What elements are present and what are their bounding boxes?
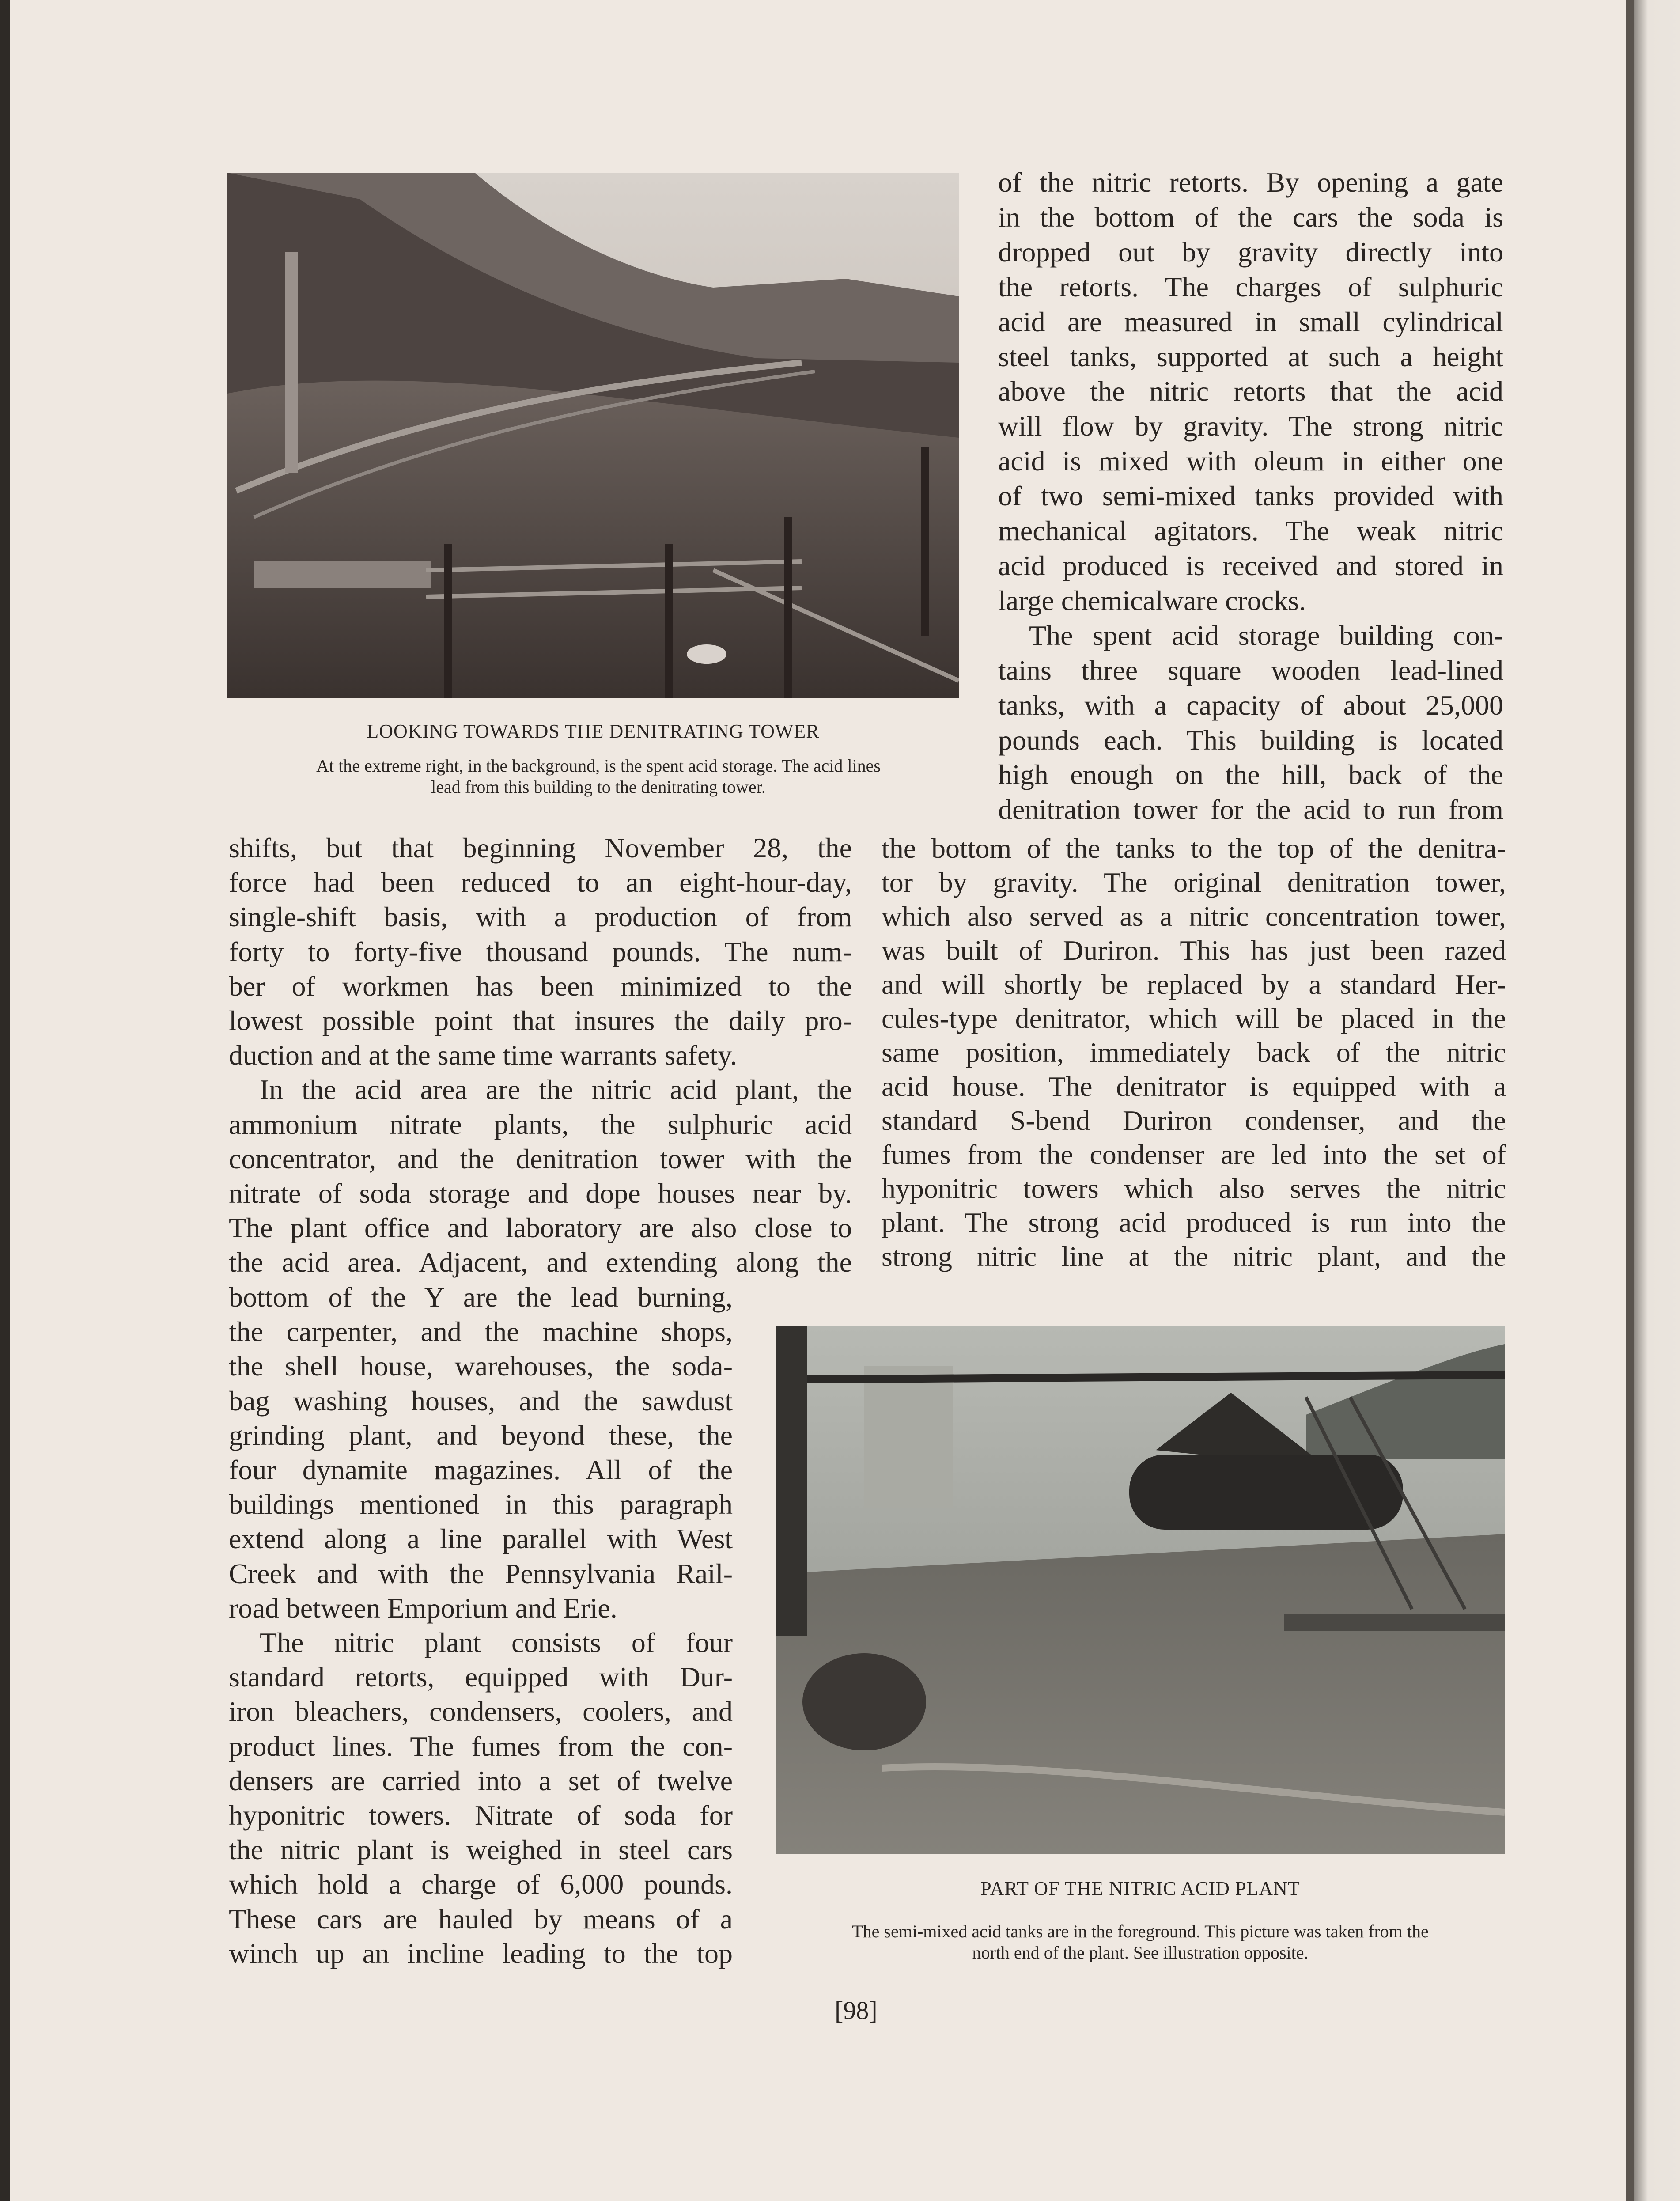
text-line: shifts, but that beginning November 28, the: [229, 832, 852, 864]
text-line: lowest possible point that insures the daily pro-: [229, 1005, 852, 1037]
text-line: the carpenter, and the machine shops,: [229, 1316, 733, 1348]
caption-line: lead from this building to the denitrating tower.: [431, 777, 766, 797]
text-line: nitrate of soda storage and dope houses near by.: [229, 1178, 852, 1209]
text-line: of the nitric retorts. By opening a gate: [998, 167, 1503, 198]
text-line: single-shift basis, with a production of from: [229, 901, 852, 933]
text-line: standard S-bend Duriron condenser, and the: [882, 1105, 1506, 1136]
text-line: force had been reduced to an eight-hour-day,: [229, 867, 852, 898]
text-line: standard retorts, equipped with Dur-: [229, 1661, 733, 1693]
left-column-text-top: [229, 831, 852, 1280]
text-line: strong nitric line at the nitric plant, and the: [882, 1241, 1506, 1272]
text-line: product lines. The fumes from the con-: [229, 1730, 733, 1762]
text-line: fumes from the condenser are led into the set of: [882, 1139, 1506, 1170]
text-line: hyponitric towers. Nitrate of soda for: [229, 1799, 733, 1831]
text-line: which also served as a nitric concentration tower,: [882, 901, 1506, 932]
text-line: duction and at the same time warrants safety.: [229, 1039, 737, 1071]
text-line: denitration tower for the acid to run from: [998, 794, 1503, 826]
text-line: forty to forty-five thousand pounds. The num-: [229, 936, 852, 967]
text-line: was built of Duriron. This has just been razed: [882, 935, 1506, 966]
text-line: ammonium nitrate plants, the sulphuric acid: [229, 1108, 852, 1140]
text-line: acid produced is received and stored in: [998, 549, 1503, 581]
text-line: large chemicalware crocks.: [998, 584, 1306, 616]
text-line: iron bleachers, condensers, coolers, and: [229, 1696, 733, 1727]
text-line: acid is mixed with oleum in either one: [998, 445, 1503, 477]
page-number: [98]: [835, 1996, 878, 2025]
caption-line: The semi-mixed acid tanks are in the foreground. This picture was taken from the: [852, 1921, 1429, 1941]
text-line: will flow by gravity. The strong nitric: [998, 410, 1503, 442]
text-line: bottom of the Y are the lead burning,: [229, 1281, 733, 1313]
text-line: high enough on the hill, back of the: [998, 759, 1503, 791]
text-line: tains three square wooden lead-lined: [998, 654, 1503, 686]
figure1-caption: [223, 755, 974, 798]
book-gutter: [1626, 0, 1634, 2201]
text-line: road between Emporium and Erie.: [229, 1592, 617, 1624]
text-line: bag washing houses, and the sawdust: [229, 1385, 733, 1417]
text-line: the retorts. The charges of sulphuric: [998, 271, 1503, 303]
adjacent-page-edge: [1634, 0, 1680, 2201]
text-line: extend along a line parallel with West: [229, 1523, 733, 1555]
text-line: and will shortly be replaced by a standard Her-: [882, 969, 1506, 1000]
text-line: buildings mentioned in this paragraph: [229, 1489, 733, 1520]
text-line: cules-type denitrator, which will be placed in the: [882, 1003, 1506, 1034]
text-line: tor by gravity. The original denitration tower,: [882, 867, 1506, 898]
text-line: hyponitric towers which also serves the nitric: [882, 1173, 1506, 1204]
text-line: which hold a charge of 6,000 pounds.: [229, 1868, 733, 1900]
text-line: steel tanks, supported at such a height: [998, 341, 1503, 372]
text-line: plant. The strong acid produced is run into the: [882, 1207, 1506, 1238]
text-line: the bottom of the tanks to the top of the denitra-: [882, 833, 1506, 864]
right-column-text-top: [998, 165, 1503, 827]
text-line: pounds each. This building is located: [998, 724, 1503, 756]
figure2-caption: [764, 1921, 1517, 1963]
text-line: Creek and with the Pennsylvania Rail-: [229, 1557, 733, 1589]
text-line: ber of workmen has been minimized to the: [229, 970, 852, 1002]
text-line: acid are measured in small cylindrical: [998, 306, 1503, 337]
text-line: tanks, with a capacity of about 25,000: [998, 689, 1503, 721]
text-line: winch up an incline leading to the top: [229, 1937, 733, 1969]
photo-nitric-acid-plant: [776, 1326, 1505, 1854]
text-line: The plant office and laboratory are also close to: [229, 1212, 852, 1244]
text-line: concentrator, and the denitration tower with the: [229, 1143, 852, 1174]
text-line: dropped out by gravity directly into: [998, 236, 1503, 268]
text-line: acid house. The denitrator is equipped with a: [882, 1071, 1506, 1102]
text-line: above the nitric retorts that the acid: [998, 375, 1503, 407]
caption-line: north end of the plant. See illustration opposite.: [972, 1943, 1309, 1962]
text-line: same position, immediately back of the nitric: [882, 1037, 1506, 1068]
text-line: grinding plant, and beyond these, the: [229, 1419, 733, 1451]
text-line: These cars are hauled by means of a: [229, 1903, 733, 1935]
text-line: the acid area. Adjacent, and extending along the: [229, 1246, 852, 1278]
right-column-text-bottom: [882, 831, 1506, 1273]
text-line: mechanical agitators. The weak nitric: [998, 515, 1503, 547]
photo-denitrating-tower: [227, 173, 959, 698]
text-line: of two semi-mixed tanks provided with: [998, 480, 1503, 512]
text-line: In the acid area are the nitric acid plant, the: [260, 1074, 852, 1106]
text-line: in the bottom of the cars the soda is: [998, 201, 1503, 233]
text-line: four dynamite magazines. All of the: [229, 1454, 733, 1486]
caption-line: At the extreme right, in the background, is the spent acid storage. The acid lines: [316, 756, 881, 776]
left-column-text-bottom: [229, 1280, 733, 1971]
text-line: the shell house, warehouses, the soda-: [229, 1350, 733, 1382]
text-line: densers are carried into a set of twelve: [229, 1765, 733, 1796]
text-line: The spent acid storage building con-: [1029, 619, 1503, 651]
figure2-title: PART OF THE NITRIC ACID PLANT: [980, 1878, 1300, 1899]
figure1-title: LOOKING TOWARDS THE DENITRATING TOWER: [367, 720, 820, 742]
text-line: the nitric plant is weighed in steel cars: [229, 1834, 733, 1866]
text-line: The nitric plant consists of four: [260, 1627, 733, 1659]
